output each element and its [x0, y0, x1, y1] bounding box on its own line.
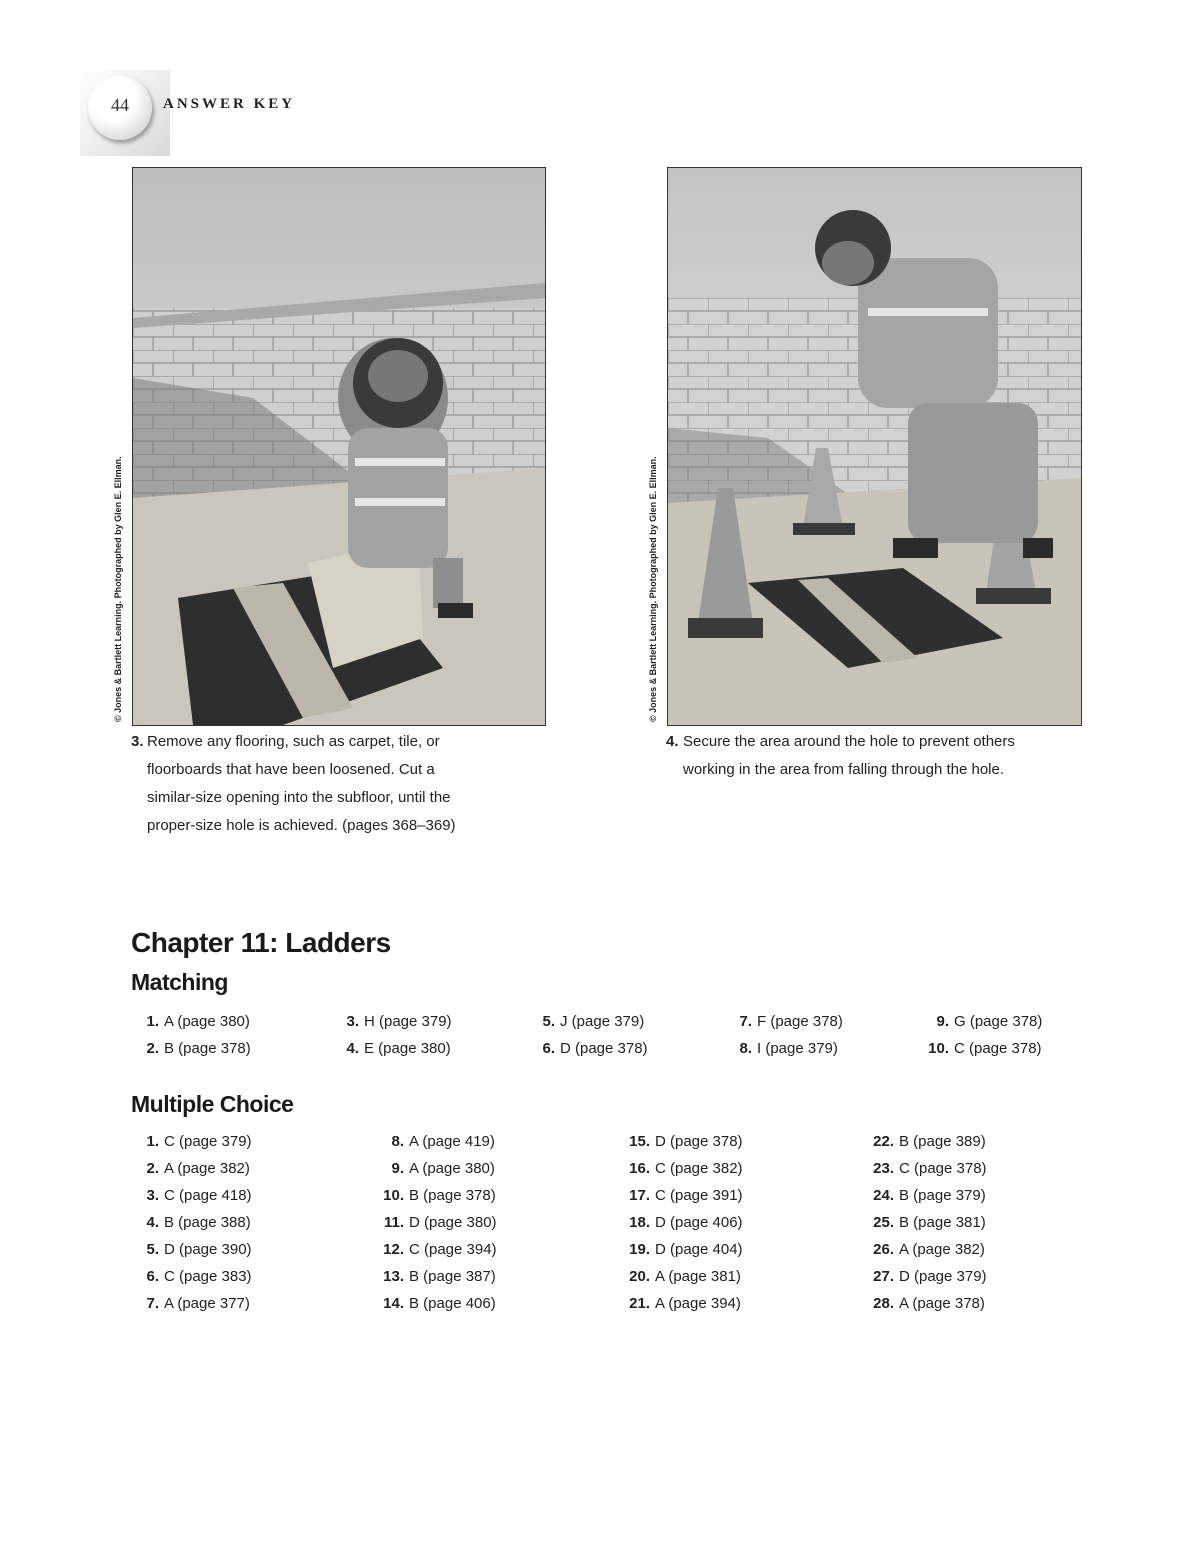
photo-caption-3 — [131, 728, 521, 840]
answer-number: 25. — [873, 1214, 894, 1231]
caption-number: 4. — [666, 733, 679, 750]
answer-value: A (page 378) — [899, 1295, 985, 1312]
answer-item — [132, 1132, 252, 1152]
answer-item — [132, 1213, 251, 1233]
answer-number: 26. — [873, 1241, 894, 1258]
answer-number: 2. — [146, 1039, 159, 1057]
page-number-badge — [88, 76, 152, 140]
answer-item — [132, 1294, 250, 1314]
running-header-title: ANSWER KEY — [163, 96, 296, 112]
answer-item — [132, 1186, 252, 1206]
answer-value: B (page 381) — [899, 1214, 986, 1231]
answer-item — [623, 1213, 743, 1233]
answer-value: H (page 379) — [364, 1013, 452, 1030]
answer-item — [623, 1132, 743, 1152]
answer-number: 24. — [873, 1187, 894, 1204]
answer-item — [922, 1012, 1042, 1032]
caption-line: working in the area from falling through the hole. — [683, 761, 1005, 778]
answer-item — [332, 1039, 451, 1059]
answer-number: 3. — [146, 1187, 159, 1204]
chapter-title: Chapter 11: Ladders — [131, 927, 391, 958]
answer-item — [623, 1159, 743, 1179]
answer-number: 17. — [629, 1187, 650, 1204]
answer-number: 7. — [146, 1295, 159, 1312]
answer-value: C (page 383) — [164, 1268, 252, 1285]
answer-item — [867, 1159, 987, 1179]
answer-item — [623, 1294, 741, 1314]
photo-credit-left: © Jones & Bartlett Learning. Photographed by Glen E. Ellman. — [113, 456, 123, 722]
caption-line: floorboards that have been loosened. Cut a — [147, 761, 435, 778]
answer-number: 4. — [146, 1214, 159, 1231]
multiple-choice-heading: Multiple Choice — [131, 1091, 294, 1117]
answer-item — [132, 1240, 252, 1260]
answer-number: 7. — [739, 1013, 752, 1030]
answer-value: B (page 406) — [409, 1295, 496, 1312]
answer-value: E (page 380) — [364, 1039, 451, 1057]
answer-value: C (page 378) — [899, 1160, 987, 1177]
answer-value: A (page 381) — [655, 1268, 741, 1285]
answer-value: A (page 380) — [409, 1160, 495, 1177]
answer-number: 13. — [383, 1268, 404, 1285]
answer-value: B (page 378) — [409, 1187, 496, 1204]
answer-number: 9. — [936, 1013, 949, 1030]
answer-item — [867, 1294, 985, 1314]
answer-value: D (page 390) — [164, 1241, 252, 1258]
answer-value: F (page 378) — [757, 1013, 843, 1030]
answer-value: B (page 379) — [899, 1187, 986, 1204]
answer-value: A (page 382) — [164, 1160, 250, 1177]
answer-value: B (page 388) — [164, 1214, 251, 1231]
answer-value: B (page 389) — [899, 1133, 986, 1150]
answer-number: 18. — [629, 1214, 650, 1231]
answer-item — [623, 1240, 743, 1260]
answer-value: D (page 406) — [655, 1214, 743, 1231]
answer-number: 11. — [383, 1214, 404, 1231]
answer-number: 28. — [873, 1295, 894, 1312]
answer-value: J (page 379) — [560, 1013, 645, 1030]
answer-item — [132, 1159, 250, 1179]
answer-item — [377, 1267, 496, 1287]
answer-item — [922, 1039, 1042, 1059]
answer-value: A (page 377) — [164, 1295, 250, 1312]
answer-value: D (page 380) — [409, 1214, 497, 1231]
answer-value: A (page 382) — [899, 1241, 985, 1258]
answer-number: 22. — [873, 1133, 894, 1150]
photo-secure-area — [667, 167, 1082, 726]
answer-item — [623, 1267, 741, 1287]
answer-number: 5. — [542, 1013, 555, 1030]
answer-value: B (page 387) — [409, 1268, 496, 1285]
answer-value: A (page 380) — [164, 1013, 250, 1030]
answer-value: C (page 379) — [164, 1133, 252, 1150]
answer-number: 14. — [383, 1295, 404, 1312]
answer-item — [377, 1294, 496, 1314]
answer-number: 6. — [146, 1268, 159, 1285]
answer-value: C (page 391) — [655, 1187, 743, 1204]
answer-number: 6. — [542, 1039, 555, 1057]
answer-value: B (page 378) — [164, 1039, 251, 1057]
answer-value: C (page 418) — [164, 1187, 252, 1204]
answer-value: D (page 378) — [655, 1133, 743, 1150]
answer-item — [867, 1132, 986, 1152]
answer-number: 12. — [383, 1241, 404, 1258]
answer-number: 10. — [383, 1187, 404, 1204]
answer-item — [528, 1012, 644, 1032]
answer-item — [377, 1132, 495, 1152]
answer-number: 8. — [391, 1133, 404, 1150]
answer-item — [332, 1012, 452, 1032]
answer-number: 19. — [629, 1241, 650, 1258]
photo-caption-4 — [666, 728, 1076, 784]
answer-number: 21. — [629, 1295, 650, 1312]
answer-number: 1. — [146, 1013, 159, 1030]
answer-value: C (page 382) — [655, 1160, 743, 1177]
answer-value: G (page 378) — [954, 1013, 1043, 1030]
page-number: 44 — [111, 94, 129, 115]
answer-number: 3. — [346, 1013, 359, 1030]
caption-line: Remove any flooring, such as carpet, tile, or — [147, 733, 440, 750]
answer-value: D (page 378) — [560, 1039, 648, 1057]
answer-value: C (page 394) — [409, 1241, 497, 1258]
answer-number: 8. — [739, 1039, 752, 1057]
answer-value: A (page 419) — [409, 1133, 495, 1150]
answer-item — [377, 1159, 495, 1179]
answer-item — [377, 1213, 497, 1233]
answer-item — [867, 1267, 987, 1287]
caption-line: Secure the area around the hole to prevent others — [683, 733, 1015, 750]
caption-number: 3. — [131, 733, 144, 750]
matching-heading: Matching — [131, 969, 228, 995]
photo-credit-right: © Jones & Bartlett Learning. Photographed by Glen E. Ellman. — [648, 456, 658, 722]
answer-item — [867, 1213, 986, 1233]
answer-item — [377, 1186, 496, 1206]
answer-item — [725, 1012, 843, 1032]
answer-item — [528, 1039, 648, 1059]
answer-item — [132, 1039, 251, 1059]
answer-number: 20. — [629, 1268, 650, 1285]
answer-item — [867, 1186, 986, 1206]
answer-number: 15. — [629, 1133, 650, 1150]
answer-number: 16. — [629, 1160, 650, 1177]
answer-number: 2. — [146, 1160, 159, 1177]
caption-line: proper-size hole is achieved. (pages 368–369) — [147, 817, 456, 834]
answer-item — [623, 1186, 743, 1206]
answer-number: 5. — [146, 1241, 159, 1258]
answer-value: I (page 379) — [757, 1039, 838, 1057]
answer-number: 9. — [391, 1160, 404, 1177]
answer-value: D (page 379) — [899, 1268, 987, 1285]
photo-remove-flooring — [132, 167, 546, 726]
answer-number: 4. — [346, 1039, 359, 1057]
answer-item — [725, 1039, 838, 1059]
answer-item — [377, 1240, 497, 1260]
answer-number: 1. — [146, 1133, 159, 1150]
answer-number: 10. — [928, 1039, 949, 1057]
answer-item — [132, 1012, 250, 1032]
answer-value: A (page 394) — [655, 1295, 741, 1312]
answer-number: 27. — [873, 1268, 894, 1285]
answer-item — [132, 1267, 252, 1287]
answer-number: 23. — [873, 1160, 894, 1177]
answer-value: C (page 378) — [954, 1039, 1042, 1057]
answer-item — [867, 1240, 985, 1260]
caption-line: similar-size opening into the subfloor, until the — [147, 789, 451, 806]
answer-value: D (page 404) — [655, 1241, 743, 1258]
